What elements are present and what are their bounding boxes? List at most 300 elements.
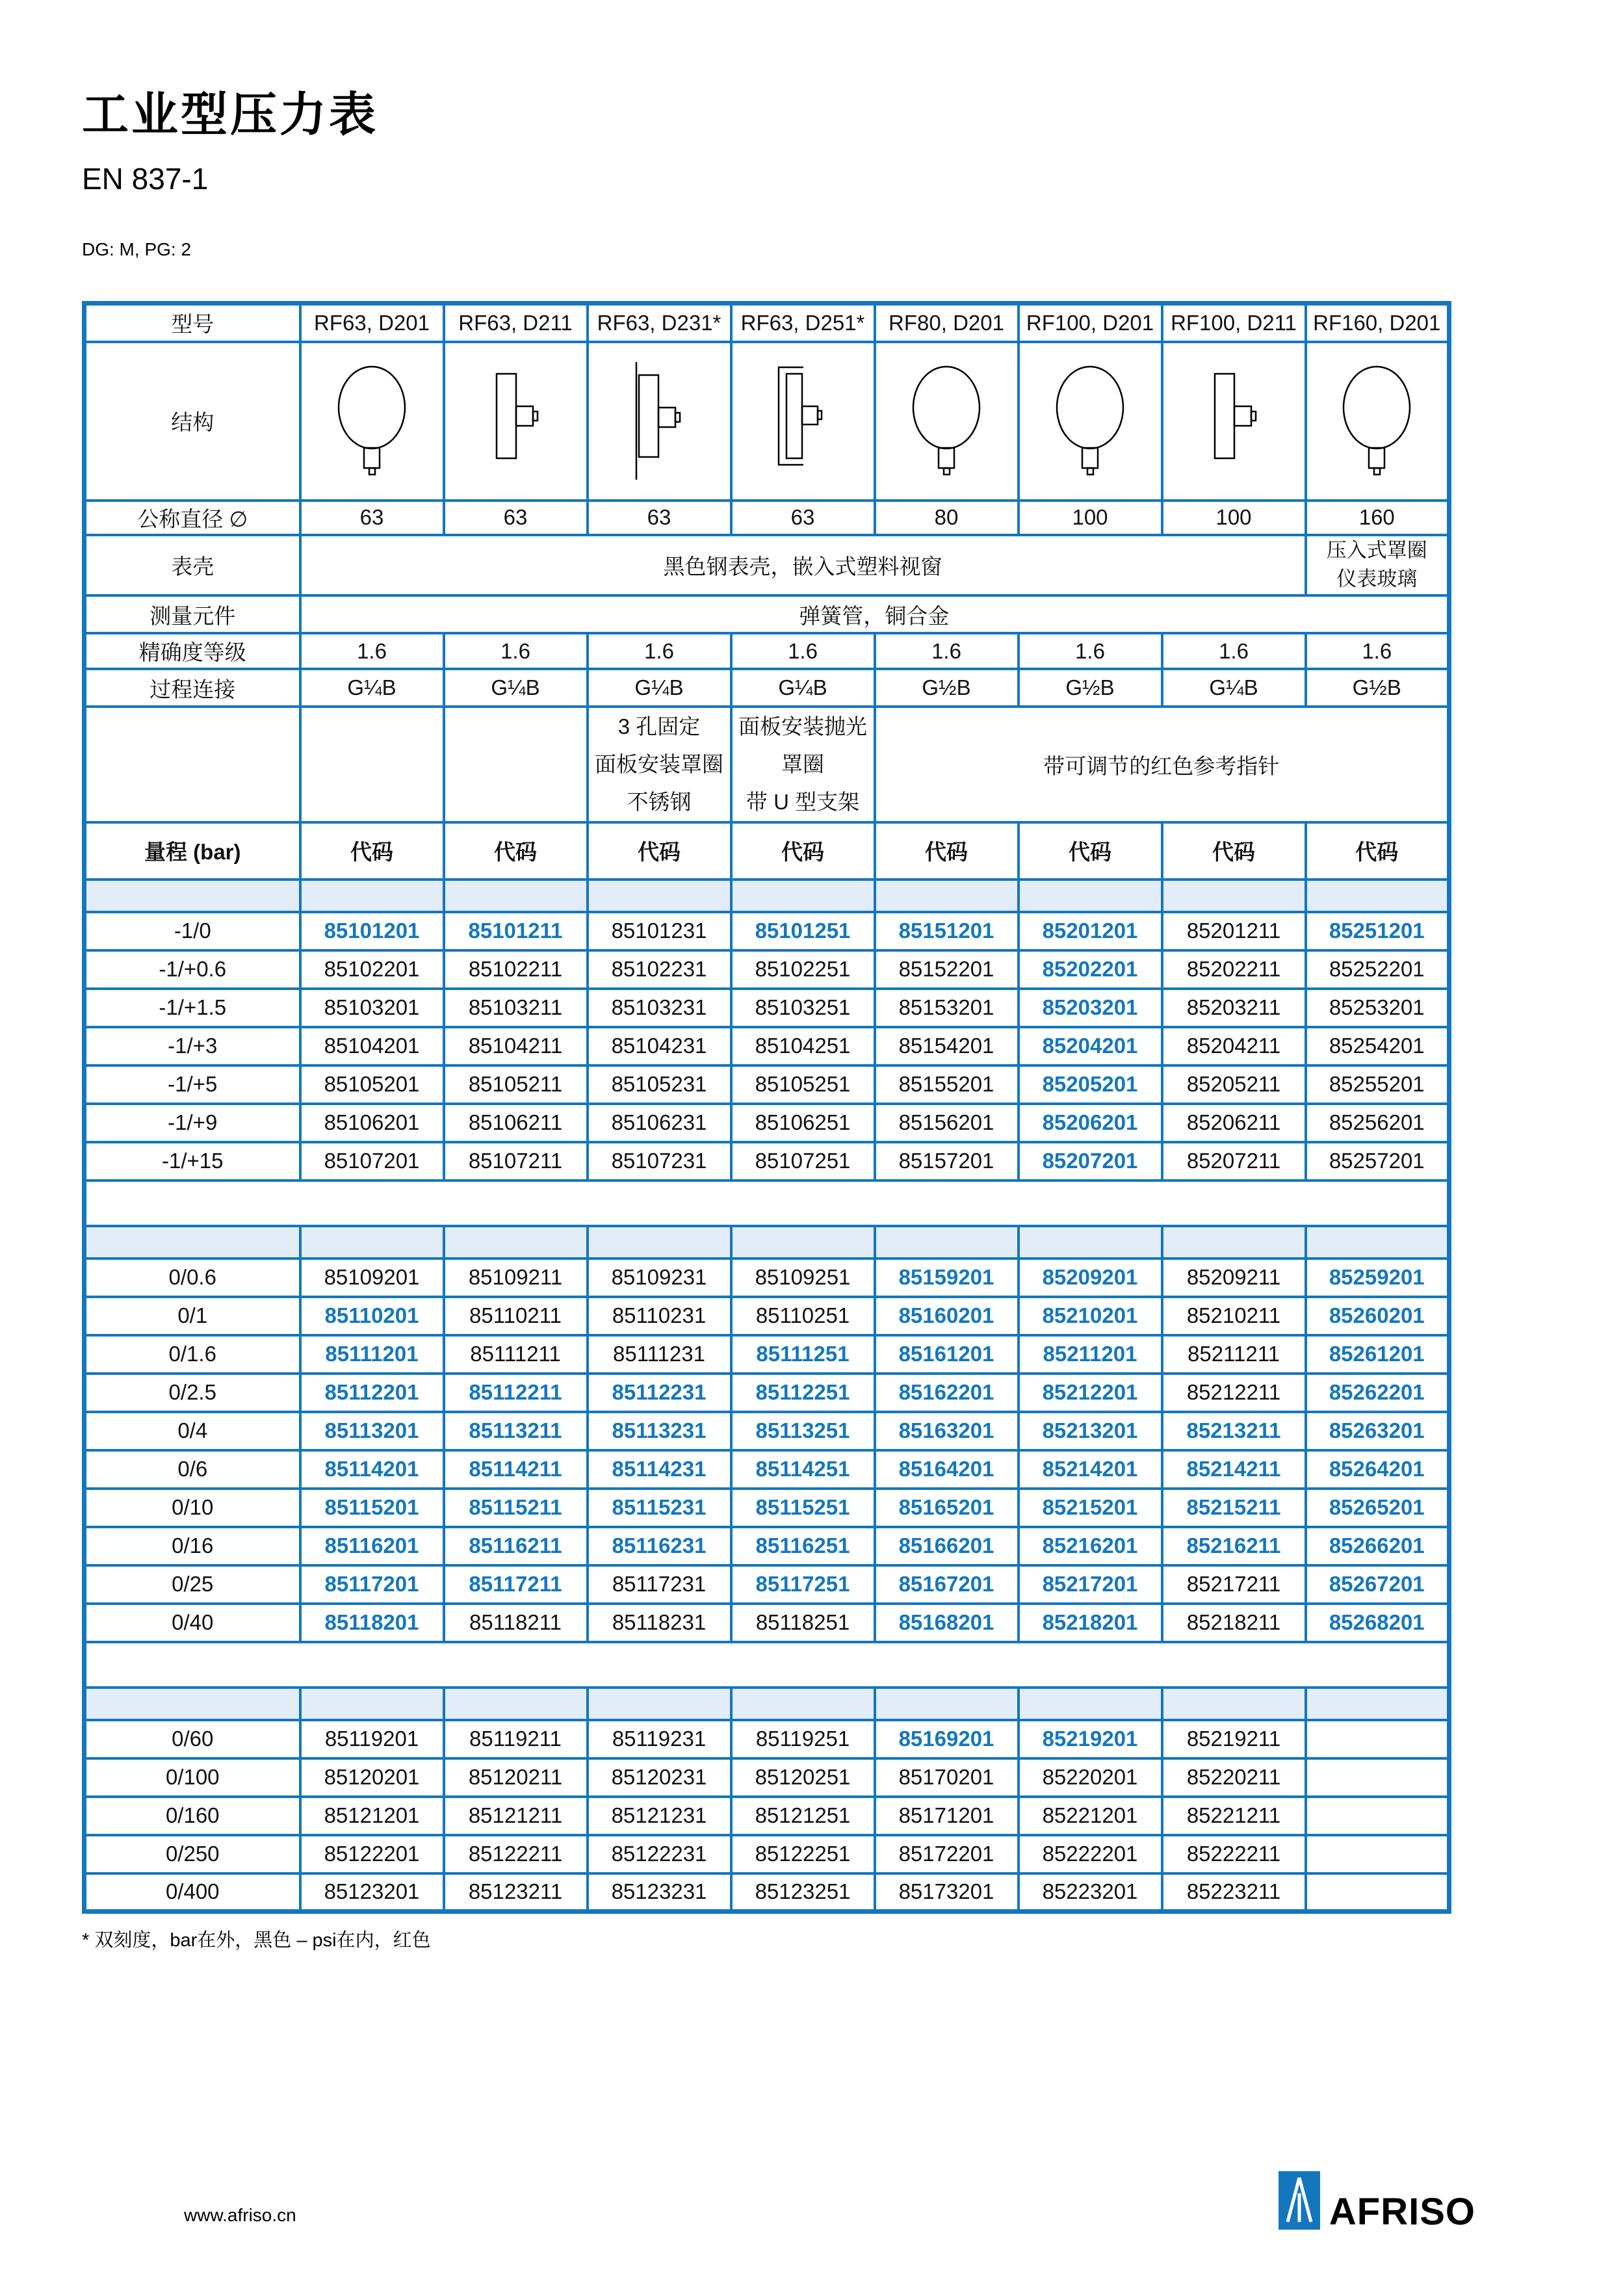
- code-cell: 85214201: [1019, 1450, 1162, 1489]
- code-cell: 85105201: [300, 1065, 444, 1104]
- code-cell: 85107211: [444, 1142, 588, 1181]
- code-cell: 85104211: [444, 1027, 588, 1065]
- code-cell: 85110201: [300, 1297, 444, 1335]
- connection-value: G½B: [1019, 669, 1162, 707]
- gauge-front-bottom-connection-icon: [875, 342, 1019, 501]
- section-band-cell: [1162, 880, 1306, 912]
- gauge-front-bottom-connection-icon: [300, 342, 444, 501]
- code-cell: 85205211: [1162, 1065, 1306, 1104]
- range-label: -1/0: [84, 912, 300, 950]
- code-cell: 85117211: [444, 1565, 588, 1604]
- notes-line: 3 孔固定: [617, 714, 701, 739]
- code-cell: 85107231: [588, 1142, 731, 1181]
- standard-reference: EN 837-1: [82, 162, 209, 196]
- notes-d231: [588, 707, 731, 822]
- accuracy-value: 1.6: [731, 633, 875, 669]
- section-band-cell: [1019, 1688, 1162, 1720]
- table-row: [84, 1142, 1449, 1181]
- code-cell: 85123231: [588, 1873, 731, 1912]
- section-band-cell: [875, 1688, 1019, 1720]
- code-cell: 85112211: [444, 1374, 588, 1412]
- range-label: 0/4: [84, 1412, 300, 1450]
- code-cell: 85210211: [1162, 1297, 1306, 1335]
- code-cell: 85116251: [731, 1527, 875, 1565]
- code-cell: 85222211: [1162, 1835, 1306, 1873]
- code-cell: 85218211: [1162, 1604, 1306, 1642]
- code-cell: 85102211: [444, 950, 588, 989]
- code-cell: 85115231: [588, 1489, 731, 1527]
- model-header: RF63, D251*: [731, 304, 875, 342]
- code-cell: 85121251: [731, 1797, 875, 1835]
- code-cell: 85215211: [1162, 1489, 1306, 1527]
- gauge-u-bracket-side-icon: [731, 342, 875, 501]
- code-cell: 85220211: [1162, 1758, 1306, 1797]
- section-band-cell: [84, 1226, 300, 1259]
- code-cell: 85204201: [1019, 1027, 1162, 1065]
- code-cell: 85267201: [1306, 1565, 1449, 1604]
- code-cell: 85123211: [444, 1873, 588, 1912]
- code-cell: 85165201: [875, 1489, 1019, 1527]
- code-cell: 85206201: [1019, 1104, 1162, 1142]
- code-cell: 85116201: [300, 1527, 444, 1565]
- code-cell: 85262201: [1306, 1374, 1449, 1412]
- code-cell: 85120201: [300, 1758, 444, 1797]
- model-header: RF63, D231*: [588, 304, 731, 342]
- code-cell: 85263201: [1306, 1412, 1449, 1450]
- code-cell: 85256201: [1306, 1104, 1449, 1142]
- code-cell: 85211211: [1162, 1335, 1306, 1374]
- diameter-value: 100: [1019, 501, 1162, 535]
- code-cell: 85206211: [1162, 1104, 1306, 1142]
- connection-value: G¼B: [1162, 669, 1306, 707]
- code-cell: 85212211: [1162, 1374, 1306, 1412]
- notes-empty-cell: [300, 707, 444, 822]
- code-cell: 85120231: [588, 1758, 731, 1797]
- code-cell: 85118231: [588, 1604, 731, 1642]
- diameter-value: 100: [1162, 501, 1306, 535]
- code-cell: 85115201: [300, 1489, 444, 1527]
- section-band-cell: [1306, 880, 1449, 912]
- range-label: 0/250: [84, 1835, 300, 1873]
- code-cell: 85211201: [1019, 1335, 1162, 1374]
- code-cell: 85104231: [588, 1027, 731, 1065]
- code-cell: 85254201: [1306, 1027, 1449, 1065]
- code-cell: 85214211: [1162, 1450, 1306, 1489]
- code-cell: 85259201: [1306, 1259, 1449, 1297]
- code-cell: 85119231: [588, 1720, 731, 1758]
- section-gap: [84, 1181, 1449, 1226]
- code-cell: [1306, 1797, 1449, 1835]
- gauge-front-bottom-connection-icon: [1019, 342, 1162, 501]
- section-gap-row: [84, 1642, 1449, 1688]
- section-gap-row: [84, 1181, 1449, 1226]
- table-row: [84, 1297, 1449, 1335]
- code-cell: 85103231: [588, 989, 731, 1027]
- code-cell: 85121201: [300, 1797, 444, 1835]
- gauge-back-connection-side-icon: [1162, 342, 1306, 501]
- section-band-cell: [875, 880, 1019, 912]
- code-cell: 85161201: [875, 1335, 1019, 1374]
- code-header: 代码: [1019, 822, 1162, 880]
- range-label: 0/40: [84, 1604, 300, 1642]
- section-band-row: [84, 1226, 1449, 1259]
- accuracy-value: 1.6: [1019, 633, 1162, 669]
- brand-name: AFRISO: [1329, 2190, 1475, 2233]
- code-cell: 85172201: [875, 1835, 1019, 1873]
- section-band-cell: [84, 880, 300, 912]
- gauge-back-connection-side-icon: [444, 342, 588, 501]
- code-cell: 85218201: [1019, 1604, 1162, 1642]
- range-label: -1/+3: [84, 1027, 300, 1065]
- notes-line: 不锈钢: [627, 789, 692, 814]
- code-cell: 85151201: [875, 912, 1019, 950]
- code-cell: 85103251: [731, 989, 875, 1027]
- code-cell: 85220201: [1019, 1758, 1162, 1797]
- code-cell: 85163201: [875, 1412, 1019, 1450]
- section-band-row: [84, 1688, 1449, 1720]
- section-band-cell: [1162, 1226, 1306, 1259]
- range-label: 0/25: [84, 1565, 300, 1604]
- code-cell: 85122201: [300, 1835, 444, 1873]
- notes-d251: [731, 707, 875, 822]
- connection-row-label: 过程连接: [84, 669, 300, 707]
- code-cell: 85223211: [1162, 1873, 1306, 1912]
- code-cell: 85113231: [588, 1412, 731, 1450]
- section-band-cell: [444, 1688, 588, 1720]
- range-label: 0/10: [84, 1489, 300, 1527]
- range-label: 0/1.6: [84, 1335, 300, 1374]
- section-band-cell: [588, 1688, 731, 1720]
- code-cell: 85122231: [588, 1835, 731, 1873]
- code-header: 代码: [731, 822, 875, 880]
- code-cell: 85110211: [444, 1297, 588, 1335]
- diameter-value: 63: [731, 501, 875, 535]
- code-cell: 85118251: [731, 1604, 875, 1642]
- code-cell: [1306, 1835, 1449, 1873]
- code-cell: 85123201: [300, 1873, 444, 1912]
- table-row: [84, 1720, 1449, 1758]
- section-band-cell: [731, 1688, 875, 1720]
- code-cell: 85264201: [1306, 1450, 1449, 1489]
- case-last-line: 压入式罩圈: [1326, 538, 1427, 562]
- range-label: 0/2.5: [84, 1374, 300, 1412]
- code-cell: 85116211: [444, 1527, 588, 1565]
- table-row: [84, 1758, 1449, 1797]
- code-cell: 85166201: [875, 1527, 1019, 1565]
- range-label: 0/6: [84, 1450, 300, 1489]
- section-band-cell: [84, 1688, 300, 1720]
- code-cell: 85121211: [444, 1797, 588, 1835]
- case-merged-value: 黑色钢表壳，嵌入式塑料视窗: [300, 535, 1306, 596]
- code-cell: 85110251: [731, 1297, 875, 1335]
- range-row-label: 量程 (bar): [84, 822, 300, 880]
- code-header: 代码: [875, 822, 1019, 880]
- section-band-cell: [1306, 1688, 1449, 1720]
- accuracy-value: 1.6: [1162, 633, 1306, 669]
- brand-logo: [1279, 2171, 1475, 2233]
- code-cell: 85114231: [588, 1450, 731, 1489]
- table-row: [84, 1027, 1449, 1065]
- gauge-front-bottom-connection-icon: [1306, 342, 1449, 501]
- code-cell: 85201211: [1162, 912, 1306, 950]
- diameter-value: 63: [300, 501, 444, 535]
- range-label: -1/+9: [84, 1104, 300, 1142]
- code-cell: 85159201: [875, 1259, 1019, 1297]
- code-cell: 85113251: [731, 1412, 875, 1450]
- table-row: [84, 1873, 1449, 1912]
- section-gap: [84, 1642, 1449, 1688]
- code-cell: 85120211: [444, 1758, 588, 1797]
- accuracy-value: 1.6: [1306, 633, 1449, 669]
- structure-row: [84, 342, 1449, 501]
- model-row-label: 型号: [84, 304, 300, 342]
- diameter-value: 63: [588, 501, 731, 535]
- code-cell: 85113211: [444, 1412, 588, 1450]
- section-band-cell: [875, 1226, 1019, 1259]
- connection-value: G¼B: [444, 669, 588, 707]
- model-header: RF160, D201: [1306, 304, 1449, 342]
- code-cell: 85222201: [1019, 1835, 1162, 1873]
- code-cell: 85215201: [1019, 1489, 1162, 1527]
- accuracy-row-label: 精确度等级: [84, 633, 300, 669]
- accuracy-value: 1.6: [300, 633, 444, 669]
- model-header: RF100, D211: [1162, 304, 1306, 342]
- table-row: [84, 912, 1449, 950]
- code-cell: 85105251: [731, 1065, 875, 1104]
- code-cell: 85261201: [1306, 1335, 1449, 1374]
- code-cell: 85221201: [1019, 1797, 1162, 1835]
- code-cell: 85173201: [875, 1873, 1019, 1912]
- code-cell: 85114211: [444, 1450, 588, 1489]
- code-cell: 85103201: [300, 989, 444, 1027]
- case-row: [84, 535, 1449, 596]
- spec-table-wrapper: [82, 301, 1451, 1914]
- code-cell: 85216201: [1019, 1527, 1162, 1565]
- range-label: -1/+15: [84, 1142, 300, 1181]
- code-cell: 85106201: [300, 1104, 444, 1142]
- table-row: [84, 1450, 1449, 1489]
- code-cell: 85111201: [300, 1335, 444, 1374]
- code-cell: 85105211: [444, 1065, 588, 1104]
- range-label: -1/+5: [84, 1065, 300, 1104]
- range-label: 0/400: [84, 1873, 300, 1912]
- code-cell: 85105231: [588, 1065, 731, 1104]
- model-header: RF63, D211: [444, 304, 588, 342]
- code-cell: 85255201: [1306, 1065, 1449, 1104]
- section-band-cell: [1306, 1226, 1449, 1259]
- accuracy-value: 1.6: [444, 633, 588, 669]
- code-cell: 85160201: [875, 1297, 1019, 1335]
- code-cell: 85104201: [300, 1027, 444, 1065]
- table-row: [84, 1335, 1449, 1374]
- case-last-line: 仪表玻璃: [1336, 567, 1418, 591]
- code-cell: 85171201: [875, 1797, 1019, 1835]
- code-cell: 85221211: [1162, 1797, 1306, 1835]
- code-cell: 85107251: [731, 1142, 875, 1181]
- code-cell: 85213201: [1019, 1412, 1162, 1450]
- code-cell: 85122211: [444, 1835, 588, 1873]
- section-band-row: [84, 880, 1449, 912]
- section-band-cell: [300, 880, 444, 912]
- accuracy-row: [84, 633, 1449, 669]
- section-band-cell: [300, 1226, 444, 1259]
- table-row: [84, 1797, 1449, 1835]
- section-band-cell: [1162, 1688, 1306, 1720]
- code-cell: 85210201: [1019, 1297, 1162, 1335]
- code-cell: 85109251: [731, 1259, 875, 1297]
- code-cell: 85123251: [731, 1873, 875, 1912]
- code-cell: 85101201: [300, 912, 444, 950]
- diameter-value: 63: [444, 501, 588, 535]
- table-row: [84, 1489, 1449, 1527]
- website-url[interactable]: www.afriso.cn: [184, 2205, 296, 2225]
- footnote: * 双刻度，bar在外，黑色 – psi在内，红色: [82, 1930, 431, 1951]
- code-cell: 85118211: [444, 1604, 588, 1642]
- code-cell: 85253201: [1306, 989, 1449, 1027]
- table-row: [84, 1412, 1449, 1450]
- code-cell: 85216211: [1162, 1527, 1306, 1565]
- code-cell: 85201201: [1019, 912, 1162, 950]
- code-cell: 85207211: [1162, 1142, 1306, 1181]
- code-header: 代码: [444, 822, 588, 880]
- code-cell: 85117231: [588, 1565, 731, 1604]
- code-cell: 85207201: [1019, 1142, 1162, 1181]
- code-cell: 85268201: [1306, 1604, 1449, 1642]
- code-cell: 85203201: [1019, 989, 1162, 1027]
- code-cell: 85205201: [1019, 1065, 1162, 1104]
- case-row-label: 表壳: [84, 535, 300, 596]
- code-header: 代码: [300, 822, 444, 880]
- notes-line: 面板安装抛光罩圈: [738, 714, 867, 777]
- table-row: [84, 1604, 1449, 1642]
- diameter-value: 160: [1306, 501, 1449, 535]
- range-label: 0/60: [84, 1720, 300, 1758]
- code-cell: 85204211: [1162, 1027, 1306, 1065]
- section-band-cell: [444, 1226, 588, 1259]
- code-cell: 85114251: [731, 1450, 875, 1489]
- code-cell: 85117201: [300, 1565, 444, 1604]
- table-row: [84, 1065, 1449, 1104]
- section-band-cell: [588, 1226, 731, 1259]
- code-cell: [1306, 1873, 1449, 1912]
- code-cell: 85110231: [588, 1297, 731, 1335]
- code-cell: 85101231: [588, 912, 731, 950]
- spec-table-body: [84, 304, 1449, 1912]
- code-cell: 85106251: [731, 1104, 875, 1142]
- notes-red-pointer: 带可调节的红色参考指针: [875, 707, 1449, 822]
- connection-value: G½B: [875, 669, 1019, 707]
- code-cell: 85118201: [300, 1604, 444, 1642]
- code-cell: 85213211: [1162, 1412, 1306, 1450]
- code-cell: 85109201: [300, 1259, 444, 1297]
- code-cell: 85115211: [444, 1489, 588, 1527]
- section-band-cell: [444, 880, 588, 912]
- code-cell: 85266201: [1306, 1527, 1449, 1565]
- range-label: 0/160: [84, 1797, 300, 1835]
- code-cell: 85112201: [300, 1374, 444, 1412]
- code-cell: 85117251: [731, 1565, 875, 1604]
- code-header: 代码: [588, 822, 731, 880]
- connection-row: [84, 669, 1449, 707]
- code-cell: 85265201: [1306, 1489, 1449, 1527]
- notes-line: 面板安装罩圈: [595, 752, 723, 777]
- code-cell: 85152201: [875, 950, 1019, 989]
- section-band-cell: [1019, 880, 1162, 912]
- table-row: [84, 1527, 1449, 1565]
- diameter-row-label: 公称直径 ∅: [84, 501, 300, 535]
- code-cell: 85113201: [300, 1412, 444, 1450]
- accuracy-value: 1.6: [588, 633, 731, 669]
- notes-row: [84, 707, 1449, 822]
- code-cell: 85112231: [588, 1374, 731, 1412]
- code-cell: 85119251: [731, 1720, 875, 1758]
- section-band-cell: [1019, 1226, 1162, 1259]
- code-cell: 85252201: [1306, 950, 1449, 989]
- model-header: RF100, D201: [1019, 304, 1162, 342]
- code-cell: 85167201: [875, 1565, 1019, 1604]
- code-cell: [1306, 1720, 1449, 1758]
- code-cell: 85251201: [1306, 912, 1449, 950]
- connection-value: G¼B: [300, 669, 444, 707]
- code-header: 代码: [1162, 822, 1306, 880]
- connection-value: G¼B: [731, 669, 875, 707]
- code-cell: 85219201: [1019, 1720, 1162, 1758]
- table-row: [84, 1835, 1449, 1873]
- code-cell: 85102251: [731, 950, 875, 989]
- code-cell: 85101211: [444, 912, 588, 950]
- code-cell: 85164201: [875, 1450, 1019, 1489]
- table-row: [84, 950, 1449, 989]
- notes-line: 带 U 型支架: [746, 789, 860, 814]
- code-cell: 85114201: [300, 1450, 444, 1489]
- code-cell: 85103211: [444, 989, 588, 1027]
- table-row: [84, 1565, 1449, 1604]
- code-cell: 85219211: [1162, 1720, 1306, 1758]
- table-row: [84, 1259, 1449, 1297]
- code-cell: 85223201: [1019, 1873, 1162, 1912]
- range-label: 0/100: [84, 1758, 300, 1797]
- code-cell: 85202201: [1019, 950, 1162, 989]
- code-cell: 85101251: [731, 912, 875, 950]
- code-cell: 85202211: [1162, 950, 1306, 989]
- section-band-cell: [300, 1688, 444, 1720]
- code-cell: 85155201: [875, 1065, 1019, 1104]
- code-cell: 85111231: [588, 1335, 731, 1374]
- range-header-row: [84, 822, 1449, 880]
- code-cell: 85109231: [588, 1259, 731, 1297]
- range-label: 0/1: [84, 1297, 300, 1335]
- code-cell: 85107201: [300, 1142, 444, 1181]
- doc-meta-line: DG: M, PG: 2: [82, 239, 192, 259]
- code-cell: 85102231: [588, 950, 731, 989]
- code-cell: 85106231: [588, 1104, 731, 1142]
- code-cell: 85116231: [588, 1527, 731, 1565]
- code-cell: 85260201: [1306, 1297, 1449, 1335]
- table-row: [84, 1104, 1449, 1142]
- model-header: RF63, D201: [300, 304, 444, 342]
- code-cell: 85119211: [444, 1720, 588, 1758]
- code-cell: 85169201: [875, 1720, 1019, 1758]
- notes-empty-label: [84, 707, 300, 822]
- connection-value: G¼B: [588, 669, 731, 707]
- model-header-row: [84, 304, 1449, 342]
- code-cell: 85217211: [1162, 1565, 1306, 1604]
- section-band-cell: [731, 1226, 875, 1259]
- element-merged-value: 弹簧管，铜合金: [300, 595, 1449, 633]
- connection-value: G½B: [1306, 669, 1449, 707]
- gauge-panel-mount-side-icon: [588, 342, 731, 501]
- code-cell: 85162201: [875, 1374, 1019, 1412]
